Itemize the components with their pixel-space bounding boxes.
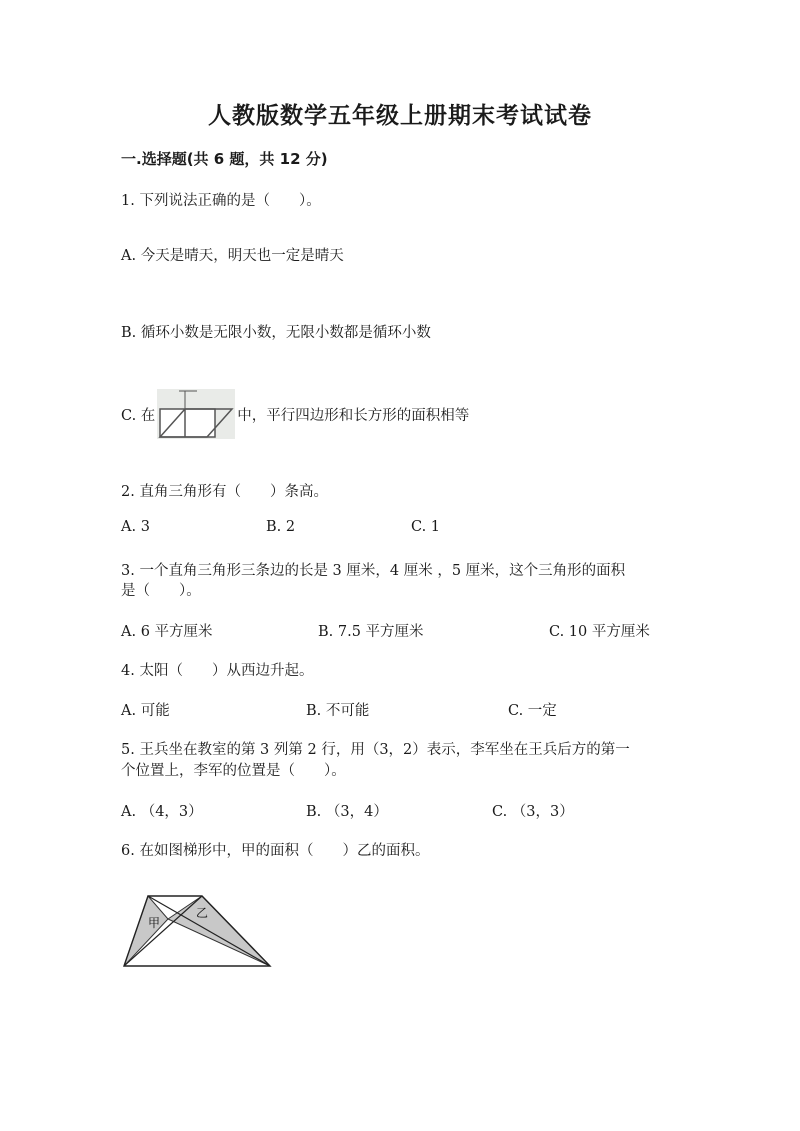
question-3-option-b: B. 7.5 平方厘米	[318, 624, 424, 640]
question-6-stem: 6. 在如图梯形中，甲的面积（ ）乙的面积。	[121, 843, 430, 859]
question-5-option-c: C. （3，3）	[492, 804, 574, 820]
question-3-option-a: A. 6 平方厘米	[121, 624, 213, 640]
question-2-option-c: C. 1	[411, 519, 441, 535]
question-4-stem: 4. 太阳（ ）从西边升起。	[121, 663, 314, 679]
label-jia: 甲	[148, 916, 161, 930]
question-5-stem-line2: 个位置上，李军的位置是（ ）。	[121, 763, 346, 779]
question-3-stem-line2: 是（ ）。	[121, 583, 201, 599]
trapezoid-figure	[118, 890, 278, 972]
parallelogram-rectangle-figure	[157, 389, 235, 439]
question-5-option-a: A. （4，3）	[121, 804, 203, 820]
question-2-option-b: B. 2	[266, 519, 296, 535]
question-3-stem-line1: 3. 一个直角三角形三条边的长是 3 厘米，4 厘米 ，5 厘米，这个三角形的面积	[121, 563, 626, 579]
question-5-stem-line1: 5. 王兵坐在教室的第 3 列第 2 行，用（3，2）表示，李军坐在王兵后方的第一	[121, 742, 630, 758]
shaded-triangle-jia	[124, 896, 168, 966]
page-title: 人教版数学五年级上册期末考试试卷	[208, 103, 592, 129]
shaded-triangle-yi	[168, 896, 270, 966]
option-c-suffix: 中，平行四边形和长方形的面积相等	[237, 407, 470, 424]
question-1-option-c	[121, 389, 469, 439]
label-yi: 乙	[196, 906, 209, 920]
question-2-option-a: A. 3	[121, 519, 150, 535]
question-4-option-c: C. 一定	[508, 703, 557, 719]
question-1-stem: 1. 下列说法正确的是（ ）。	[121, 193, 321, 209]
question-5-option-b: B. （3，4）	[306, 804, 388, 820]
option-c-prefix: C. 在	[121, 407, 156, 424]
question-1-option-b: B. 循环小数是无限小数，无限小数都是循环小数	[121, 325, 431, 341]
question-4-option-a: A. 可能	[121, 703, 170, 719]
question-3-option-c: C. 10 平方厘米	[549, 624, 650, 640]
question-1-option-a: A. 今天是晴天，明天也一定是晴天	[121, 248, 344, 264]
question-2-stem: 2. 直角三角形有（ ）条高。	[121, 484, 328, 500]
section-heading: 一.选择题(共 6 题，共 12 分)	[121, 150, 328, 168]
question-4-option-b: B. 不可能	[306, 703, 370, 719]
